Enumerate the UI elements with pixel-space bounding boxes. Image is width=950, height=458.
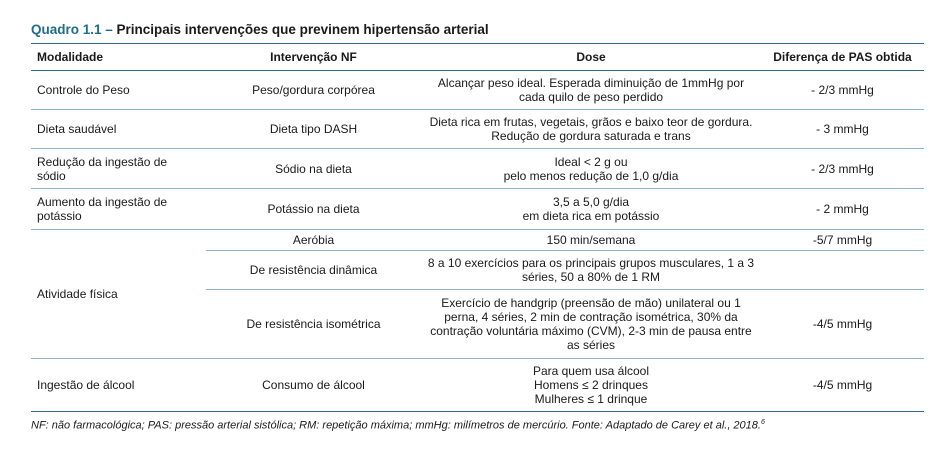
cell-dose bbox=[421, 290, 761, 359]
cell-intervencao bbox=[206, 189, 421, 230]
cell-modalidade-line: Ingestão de álcool bbox=[37, 378, 135, 392]
cell-diferenca bbox=[761, 251, 924, 290]
cell-intervencao-line: Sódio na dieta bbox=[275, 161, 352, 176]
cell-diferenca-line: -4/5 mmHg bbox=[812, 317, 873, 331]
cell-dose-line: cada quilo de peso perdido bbox=[518, 90, 664, 104]
cell-intervencao-line: De resistência isométrica bbox=[246, 317, 381, 331]
cell-intervencao-line: Potássio na dieta bbox=[267, 202, 360, 216]
cell-diferenca-line: - 2/3 mmHg bbox=[811, 83, 874, 97]
interventions-table bbox=[31, 44, 924, 412]
cell-dose-line: Mulheres ≤ 1 drinque bbox=[534, 392, 648, 406]
cell-dose-line: contração voluntária máximo (CVM), 2-3 min de pausa entre bbox=[430, 324, 752, 338]
cell-dose-line: Exercício de handgrip (preensão de mão) unilateral ou 1 bbox=[441, 296, 741, 310]
cell-dose bbox=[421, 359, 761, 412]
cell-diferenca bbox=[761, 110, 924, 149]
footnote-text: NF: não farmacológica; PAS: pressão arterial sistólica; RM: repetição máxima; mmHg: milímetros de mercúrio. Fonte: Adaptado de Carey et al., 2018. bbox=[31, 419, 761, 432]
header-intervencao: Intervenção NF bbox=[206, 44, 421, 71]
cell-dose-line: em dieta rica em potássio bbox=[522, 209, 660, 223]
table-row bbox=[31, 71, 924, 110]
footnote-ref: 6 bbox=[760, 419, 765, 426]
table-caption bbox=[31, 22, 924, 44]
cell-dose-line: Para quem usa álcool bbox=[532, 364, 650, 378]
cell-dose-line: 3,5 a 5,0 g/dia bbox=[552, 195, 630, 209]
table-row bbox=[31, 230, 924, 251]
cell-intervencao bbox=[206, 149, 421, 189]
cell-intervencao bbox=[206, 359, 421, 412]
cell-dose bbox=[421, 251, 761, 290]
footnote bbox=[31, 419, 924, 432]
cell-dose-line: Alcançar peso ideal. Esperada diminuição de 1mmHg por bbox=[437, 76, 745, 90]
caption-number: Quadro 1.1 – bbox=[31, 22, 113, 37]
cell-dose-line: Homens ≤ 2 drinques bbox=[534, 378, 648, 392]
cell-intervencao bbox=[206, 110, 421, 149]
cell-modalidade bbox=[31, 359, 206, 412]
header-diferenca: Diferença de PAS obtida bbox=[761, 44, 924, 71]
cell-dose-line: séries, 50 a 80% de 1 RM bbox=[521, 270, 661, 284]
cell-modalidade-line: sódio bbox=[37, 168, 66, 183]
cell-intervencao-line: Dieta tipo DASH bbox=[269, 122, 358, 136]
table-body bbox=[31, 71, 924, 412]
cell-diferenca bbox=[761, 290, 924, 359]
cell-intervencao-line: Consumo de álcool bbox=[262, 378, 365, 392]
cell-intervencao-line: De resistência dinâmica bbox=[249, 263, 378, 277]
cell-intervencao bbox=[206, 290, 421, 359]
cell-intervencao bbox=[206, 230, 421, 251]
cell-dose-line: Ideal < 2 g ou bbox=[554, 154, 628, 169]
table-container bbox=[31, 22, 924, 432]
cell-diferenca bbox=[761, 149, 924, 189]
table-row bbox=[31, 149, 924, 189]
cell-modalidade bbox=[31, 71, 206, 110]
cell-modalidade-line: Redução da ingestão de bbox=[37, 154, 168, 169]
cell-diferenca-line: - 3 mmHg bbox=[816, 122, 869, 136]
cell-intervencao-line: Aeróbia bbox=[292, 233, 335, 247]
cell-modalidade bbox=[31, 110, 206, 149]
header-dose: Dose bbox=[421, 44, 761, 71]
cell-diferenca bbox=[761, 71, 924, 110]
table-row bbox=[31, 110, 924, 149]
cell-modalidade-line: potássio bbox=[37, 209, 82, 223]
cell-dose-line: 8 a 10 exercícios para os principais grupos musculares, 1 a 3 bbox=[427, 256, 755, 270]
cell-diferenca bbox=[761, 359, 924, 412]
cell-dose-line: as séries bbox=[566, 338, 616, 352]
cell-dose bbox=[421, 149, 761, 189]
cell-modalidade: Atividade física bbox=[31, 230, 206, 359]
caption-title: Principais intervenções que previnem hipertensão arterial bbox=[112, 22, 489, 37]
cell-dose-line: Redução de gordura saturada e trans bbox=[491, 129, 691, 143]
cell-dose-line: 150 min/semana bbox=[546, 233, 636, 247]
cell-modalidade-line: Dieta saudável bbox=[37, 122, 117, 136]
cell-diferenca-line: - 2/3 mmHg bbox=[811, 161, 874, 176]
cell-modalidade-line: Controle do Peso bbox=[37, 83, 130, 97]
header-row bbox=[31, 44, 924, 71]
cell-modalidade bbox=[31, 149, 206, 189]
cell-dose bbox=[421, 230, 761, 251]
cell-modalidade bbox=[31, 189, 206, 230]
cell-intervencao-line: Peso/gordura corpórea bbox=[252, 83, 375, 97]
cell-dose-line: pelo menos redução de 1,0 g/dia bbox=[503, 168, 679, 183]
cell-intervencao bbox=[206, 251, 421, 290]
cell-diferenca-line: -5/7 mmHg bbox=[812, 233, 873, 247]
cell-diferenca bbox=[761, 230, 924, 251]
cell-dose bbox=[421, 189, 761, 230]
cell-diferenca-line: -4/5 mmHg bbox=[812, 378, 873, 392]
cell-modalidade-line: Aumento da ingestão de bbox=[37, 195, 168, 209]
table-row bbox=[31, 359, 924, 412]
cell-dose-line: perna, 4 séries, 2 min de contração isométrica, 30% da bbox=[444, 310, 738, 324]
cell-diferenca bbox=[761, 189, 924, 230]
header-modalidade: Modalidade bbox=[31, 44, 206, 71]
cell-dose-line: Dieta rica em frutas, vegetais, grãos e baixo teor de gordura. bbox=[429, 115, 753, 129]
cell-intervencao bbox=[206, 71, 421, 110]
cell-dose bbox=[421, 110, 761, 149]
cell-diferenca-line: - 2 mmHg bbox=[816, 202, 869, 216]
table-row bbox=[31, 189, 924, 230]
cell-dose bbox=[421, 71, 761, 110]
